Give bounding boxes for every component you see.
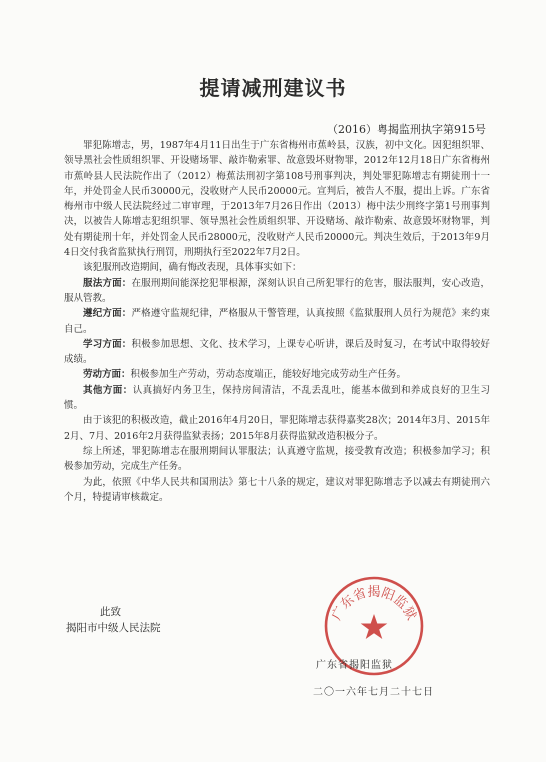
paragraph-label: 遵纪方面： <box>83 308 132 320</box>
document-body <box>64 138 490 505</box>
paragraph-obey-law <box>64 276 490 307</box>
paragraph-study <box>64 337 490 368</box>
paragraph-label: 学习方面： <box>83 338 132 350</box>
paragraph-proposal: 为此，依照《中华人民共和国刑法》第七十八条的规定，建议对罪犯陈增志予以减去有期徒刑六个月，特提请审核裁定。 <box>64 476 490 503</box>
seal-text: 广东省揭阳监狱 <box>329 585 419 623</box>
document-number: （2016）粤揭监刑执字第915号 <box>327 123 486 136</box>
seal-star-icon <box>361 614 388 639</box>
paragraph-text: 严格遵守监规纪律，严格服从干警管理，认真按照《监狱服刑人员行为规范》来约束自己。 <box>64 308 490 335</box>
paragraph-text: 认真搞好内务卫生，保持房间清洁，不乱丢乱吐，能基本做到和养成良好的卫生习惯。 <box>64 384 490 412</box>
paragraph-labor <box>64 367 490 382</box>
paragraph-intro-facts: 该犯服刑改造期间，确有悔改表现，具体事实如下： <box>83 262 302 274</box>
paragraph-other <box>64 383 490 414</box>
document-title: 提请减刑建议书 <box>199 76 347 100</box>
signer-organization: 广东省揭阳监狱 <box>316 660 393 671</box>
paragraph-discipline <box>64 306 490 337</box>
addressee: 揭阳市中级人民法院 <box>66 622 161 634</box>
paragraph-awards: 由于该犯的积极改造，截止2016年4月20日，罪犯陈增志获得嘉奖28次；2014年3月、2015年2月、7月、2016年2月获得监狱表扬；2015年8月获得监狱改造积极分子。 <box>64 415 490 442</box>
paragraph-summary: 综上所述，罪犯陈增志在服刑期间认罪服法；认真遵守监规，接受教育改造；积极参加学习；积极参加劳动，完成生产任务。 <box>64 445 490 473</box>
paragraph-label: 服法方面： <box>83 277 132 289</box>
paragraph-text: 在服刑期间能深挖犯罪根源，深刻认识自己所犯罪行的危害，服法服判，安心改造，服从管教。 <box>64 277 490 304</box>
paragraph-text: 积极参加思想、文化、技术学习，上课专心听讲，课后及时复习，在考试中取得较好成绩。 <box>64 338 490 366</box>
signing-date: 二〇一六年七月二十七日 <box>313 687 434 698</box>
paragraph-label: 其他方面： <box>83 384 133 396</box>
paragraph-criminal-record: 罪犯陈增志，男，1987年4月11日出生于广东省梅州市蕉岭县，汉族，初中文化。因犯组织罪、领导黑社会性质组织罪、开设赌场罪、敲诈勒索罪、故意毁坏财物罪，2012年12月18日广东省梅州市蕉岭县人民法院作出了（2012）梅蕉法刑初字第108号刑事判决，判处罪犯陈增志有期徒刑十一年，并处罚金人民币30000元，没收财产人民币20000元。宣判后，被告人不服，提出上诉。广东省梅州市中级人民法院经过二审审理，于2013年7月26日作出（2013）梅中法少刑终字第1号刑事判决，以被告人陈增志犯组织罪、领导黑社会性质组织罪、开设赌场、敲诈勒索、故意毁坏财物罪，判处有期徒刑十年，并处罚金人民币28000元，没收财产人民币20000元。判决生效后，于2013年9月4日交付我省监狱执行刑罚，刑期执行至2022年7月2日。 <box>64 140 490 259</box>
salutation: 此致 <box>100 606 121 618</box>
paragraph-text: 积极参加生产劳动，劳动态度端正，能较好地完成劳动生产任务。 <box>130 369 407 381</box>
paragraph-label: 劳动方面： <box>83 369 131 381</box>
